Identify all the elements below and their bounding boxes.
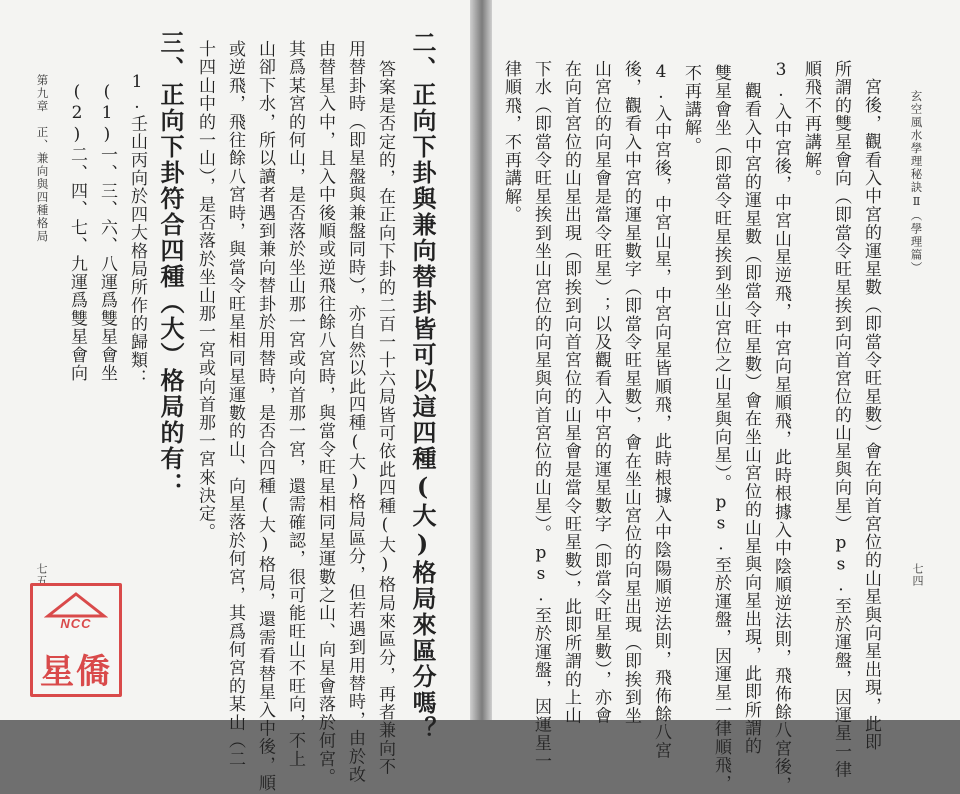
text-line-13: 律順飛，不再講解。 <box>501 60 521 224</box>
text-line-5: 觀看入中宮的運星數（即當令旺星數）會在坐山宮位的山星與向星出現，此即所謂的 <box>741 82 761 756</box>
text-line-12: 下水（即當令旺星挨到坐山宮位的向星與向首宮位的山星）。ps.至於運盤，因運星一 <box>531 60 551 771</box>
book-spine <box>470 0 492 720</box>
stamp-name-text: 星僑 <box>40 652 112 692</box>
text-line-1: 宮後，觀看入中宮的運星數（即當令旺星數）會在向首宮位的山星與向星出現，此即 <box>861 78 881 752</box>
text-line-11: 在向首宮位的山星出現（即挨到向首宮位的山星會是當令旺星數），此即所謂的上山 <box>561 60 581 725</box>
answer-line-2: 用替卦時（即星盤與兼盤同時），亦自然以此四種(大)格局區分，但若遇到用替時，由於改 <box>345 40 365 784</box>
text-line-6: 雙星會坐（即當令旺星挨到坐山宮位之山星與向星）。ps.至於運盤，因運星一律順飛， <box>711 64 731 793</box>
text-line-8: 4.入中宮後，中宮山星，中宮向星皆順飛，此時根據入中陰陽順逆法則，飛佈餘八宮 <box>651 62 671 760</box>
answer-line-4: 其爲某宮的何山，是否落於坐山那一宮或向首那一宮，還需確認，很可能旺山不旺向，不上 <box>285 40 305 768</box>
stamp-ncc-text: NCC <box>60 616 92 631</box>
ncc-stamp-logo <box>30 583 122 697</box>
page-number: 七四 <box>911 563 924 587</box>
section-heading-2: 二、正向下卦與兼向替卦皆可以這四種(大)格局來區分嗎？ <box>408 30 437 742</box>
answer-line-3: 由替星入中，且入中後順或逆飛往餘八宮時，與當令旺星相同星運數之山、向星會落於何宮。 <box>315 40 335 787</box>
book-header: 玄空風水學理秘訣Ⅱ（學理篇） <box>909 90 924 275</box>
text-line-9: 後，觀看入中宮的運星數字（即當令旺星數），會在坐山宮位的向星出現（即挨到坐 <box>621 60 641 725</box>
text-line-2: 所謂的雙星會向（即當令旺星挨到向首宮位的山星與向星）ps.至於運盤，因運星一律 <box>831 60 851 779</box>
chapter-header: 第九章 正、兼向與四種格局 <box>35 74 50 243</box>
list-subitem-1: (1)一、三、六、八運爲雙星會坐 <box>97 82 117 383</box>
section-heading-3: 三、正向下卦符合四種（大）格局的有： <box>156 30 185 498</box>
text-line-7: 不再講解。 <box>681 64 701 155</box>
text-line-4: 3.入中宮後，中宮山星逆飛，中宮向星順飛，此時根據入中陰順逆法則，飛佈餘八宮後， <box>771 60 791 794</box>
answer-line-7: 十四山中的一山），是否落於坐山那一宮或向首那一宮來決定。 <box>195 40 215 542</box>
triangle-icon <box>44 592 108 618</box>
answer-line-1: 答案是否定的，在正向下卦的二百一十六局皆可依此四種(大)格局來區分，再者兼向不 <box>375 60 395 776</box>
text-line-10: 山宮位的向星會是當令旺星）；以及觀看入中宮的運星數字（即當令旺星數），亦會 <box>591 60 611 725</box>
text-line-3: 順飛不再講解。 <box>801 60 821 188</box>
page-number: 七五 <box>35 563 48 587</box>
list-subitem-2: (2)二、四、七、九運爲雙星會向 <box>67 82 87 383</box>
right-page <box>492 0 960 794</box>
list-item-1: 1.壬山丙向於四大格局所作的歸類： <box>127 72 147 388</box>
answer-line-6: 或逆飛，飛往餘八宮時，與當令旺星相同星運數的山、向星落於何宮，其爲何宮的某山（二 <box>225 40 245 768</box>
answer-line-5: 山卻下水，所以讀者遇到兼向替卦於用替時，是否合四種(大)格局，還需看替星入中後，順 <box>255 40 275 793</box>
